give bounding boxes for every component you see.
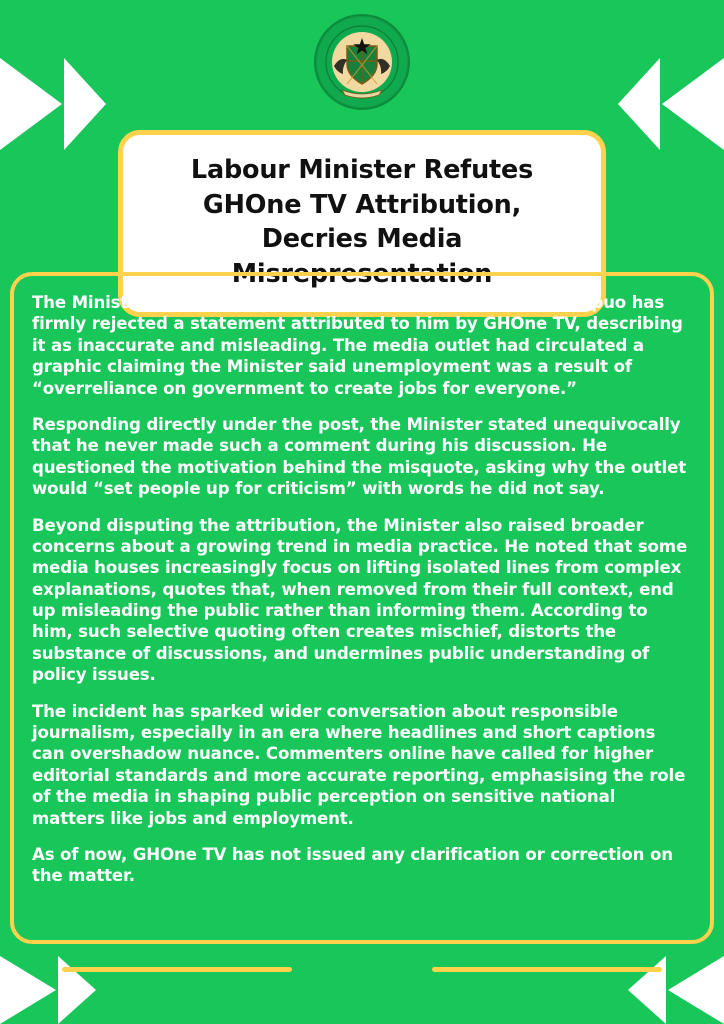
article-paragraph: The incident has sparked wider conversation about responsible journalism, especially in an era where headlines and short captions can overshadow nuance. Commenters online have called for higher editorial standards and more accurate reporting, emphasising the role of the media in shaping public perception on sensitive national matters like jobs and employment. xyxy=(32,701,686,828)
chevron-right-decor-icon xyxy=(0,956,56,1024)
crest-wrapper xyxy=(314,14,410,110)
article-paragraph: Beyond disputing the attribution, the Minister also raised broader concerns about a growing trend in media practice. He noted that some media houses increasingly focus on lifting isolated lines from complex explanations, quotes that, when removed from their full context, end up misleading the public rather than informing them. According to him, such selective quoting often creates mischief, distorts the substance of discussions, and undermines public understanding of policy issues. xyxy=(32,515,688,685)
footer-rule-left xyxy=(62,967,292,972)
chevron-left-decor-icon xyxy=(662,58,724,150)
footer-rule-right xyxy=(432,967,662,972)
chevron-left-decor-icon xyxy=(668,956,724,1024)
article-paragraph: The Minister for Labour, Jobs and Employment Dr. Rashid Pelpuo has firmly rejected a statement attributed to him by GHOne TV, describing it as inaccurate and misleading. The media outlet had circulated a graphic claiming the Minister said unemployment was a result of “overreliance on government to create jobs for everyone.” xyxy=(32,293,683,398)
article-paragraph: Responding directly under the post, the Minister stated unequivocally that he never made such a comment during his discussion. He questioned the motivation behind the misquote, asking why the outlet would “set people up for criticism” with words he did not say. xyxy=(32,414,686,499)
chevron-right-decor-icon xyxy=(0,58,62,150)
ghana-coat-of-arms-icon xyxy=(314,14,410,110)
article-paragraph: As of now, GHOne TV has not issued any clarification or correction on the matter. xyxy=(32,844,673,886)
page-title: Labour Minister Refutes GHOne TV Attribution, Decries Media Misrepresentation xyxy=(190,155,534,290)
chevron-right-decor-icon xyxy=(64,58,106,150)
chevron-left-decor-icon xyxy=(618,58,660,150)
article-body-card xyxy=(10,272,714,944)
